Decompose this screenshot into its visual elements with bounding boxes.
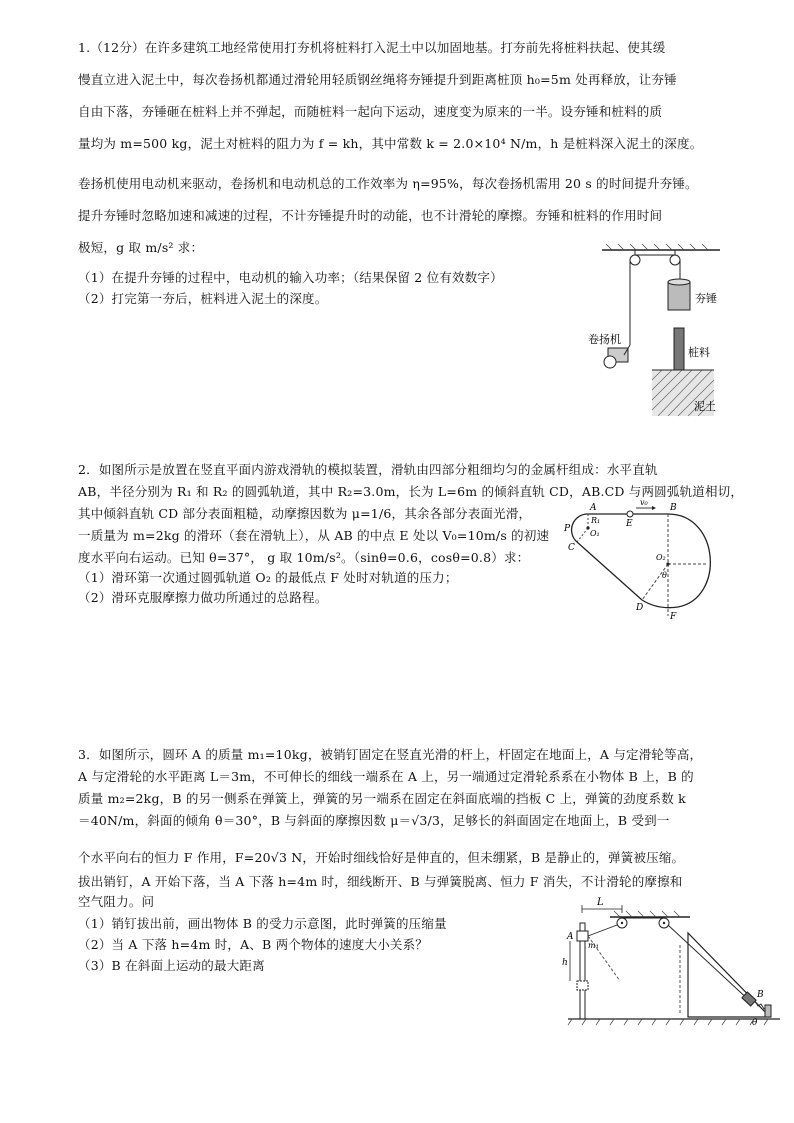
q1-line-5: 卷扬机使用电动机来驱动，卷扬机和电动机总的工作效率为 η=95%，每次卷扬机需用 20 s 的时间提升夯锤。 (78, 176, 698, 191)
q2-line-2: AB，半径分别为 R₁ 和 R₂ 的圆弧轨道，其中 R₂=3.0m，长为 L=6m 的倾斜直轨 CD，AB.CD 与两圆弧轨道相切， (78, 484, 744, 499)
q1-line-3: 自由下落，夯锤砸在桩料上并不弹起，而随桩料一起向下运动，速度变为原来的一半。设夯锤和桩料的质 (78, 104, 663, 119)
q3-line-2: A 与定滑轮的水平距离 L＝3m，不可伸长的细线一端系在 A 上，另一端通过定滑轮系系在小物体 B 上，B 的 (78, 769, 694, 784)
q1-line-7: 极短，g 取 m/s² 求： (78, 240, 204, 255)
hammer-label: 夯锤 (695, 292, 717, 305)
label-theta3: θ (752, 1018, 758, 1028)
q2-line-4: 一质量为 m=2kg 的滑环（套在滑轨上），从 AB 的中点 E 处以 V₀=10m/s 的初速 (78, 528, 550, 543)
label-A: A (590, 503, 597, 513)
q3-line-1: 3．如图所示，圆环 A 的质量 m₁=10kg，被销钉固定在竖直光滑的杆上，杆固定在地面上，A 与定滑轮等高， (78, 747, 703, 762)
q2-line-3: 其中倾斜直轨 CD 部分表面粗糙，动摩擦因数为 μ=1/6，其余各部分表面光滑， (78, 506, 532, 521)
label-D: D (636, 603, 644, 613)
pile (674, 328, 684, 374)
q2-line-5: 度水平向右运动。已知 θ=37°， g 取 10m/s²。（sinθ=0.6，cosθ=0.8）求： (78, 550, 530, 565)
q1-line-4: 量均为 m=500 kg，泥土对桩料的阻力为 f = kh，其中常数 k = 2.0×10⁴ N/m，h 是桩料深入泥土的深度。 (78, 136, 703, 151)
soil-label: 泥土 (694, 400, 716, 413)
q3-line-9: （2）当 A 下落 h=4m 时，A、B 两个物体的速度大小关系？ (78, 937, 428, 952)
winch-label: 卷扬机 (588, 333, 621, 346)
pile-label: 桩料 (688, 346, 710, 359)
hammer (668, 282, 690, 310)
label-C: C (568, 543, 575, 553)
q2-line-7: （2）滑环克服摩擦力做功所通过的总路程。 (78, 590, 328, 605)
pile-driver-figure (580, 240, 730, 425)
label-L: L (597, 897, 604, 908)
label-A3: A (567, 932, 574, 942)
label-E: E (626, 519, 633, 529)
q1-line-1: 1.（12分）在许多建筑工地经常使用打夯机将桩料打入泥土中以加固地基。打夯前先将桩料扶起、使其缓 (78, 40, 666, 55)
label-F: F (670, 612, 677, 622)
q3-line-5: 个水平向右的恒力 F 作用，F=20√3 N，开始时细线恰好是伸直的，但未绷紧，B 是静止的，弹簧被压缩。 (78, 850, 685, 865)
label-P: P (564, 524, 571, 534)
pulley-left-icon (630, 255, 640, 265)
label-O1: O₁ (590, 529, 600, 538)
label-R1: R₁ (591, 516, 601, 525)
pulley-right-icon (670, 255, 680, 265)
label-B3: B (757, 990, 764, 1000)
label-v0: v₀ (640, 498, 648, 507)
label-m1: m₁ (588, 941, 599, 950)
label-h: h (562, 958, 568, 968)
q2-line-6: （1）滑环第一次通过圆弧轨道 O₂ 的最低点 F 处时对轨道的压力； (78, 570, 458, 585)
q1-line-8: （1）在提升夯锤的过程中，电动机的输入功率；（结果保留 2 位有效数字） (78, 270, 503, 285)
label-B: B (670, 503, 677, 513)
label-O2: O₂ (656, 553, 666, 562)
q1-line-6: 提升夯锤时忽略加速和减速的过程，不计夯锤提升时的动能，也不计滑轮的摩擦。夯锤和桩料的作用时间 (78, 208, 663, 223)
q3-line-10: （3）B 在斜面上运动的最大距离 (78, 958, 265, 973)
stopper-plate (765, 1005, 771, 1017)
q1-line-2: 慢直立进入泥土中，每次卷扬机都通过滑轮用轻质钢丝绳将夯锤提升到距离桩顶 h₀=5m 处再释放，让夯锤 (78, 72, 677, 87)
q2-line-1: 2．如图所示是放置在竖直平面内游戏滑轨的模拟装置，滑轨由四部分粗细均匀的金属杆组成：水平直轨 (78, 462, 658, 477)
label-theta: θ (662, 571, 667, 580)
q3-line-6: 拔出销钉，A 开始下落，当 A 下落 h=4m 时，细线断开、B 与弹簧脱离、恒力 F 消失，不计滑轮的摩擦和 (78, 874, 683, 889)
q3-line-4: ＝40N/m，斜面的倾角 θ＝30°，B 与斜面的摩擦因数 μ＝√3/3，足够长的斜面固定在地面上，B 受到一 (78, 813, 670, 828)
q3-line-3: 质量 m₂=2kg，B 的另一侧系在弹簧上，弹簧的另一端系在固定在斜面底端的挡板 C 上，弹簧的劲度系数 k (78, 791, 686, 806)
slide-track-figure (560, 498, 730, 623)
q1-line-9: （2）打完第一夯后，桩料进入泥土的深度。 (78, 291, 328, 306)
ring-block-figure (560, 893, 785, 1028)
q3-line-8: （1）销钉拔出前，画出物体 B 的受力示意图，此时弹簧的压缩量 (78, 916, 447, 931)
q3-line-7: 空气阻力。问 (78, 894, 155, 909)
ring-A (577, 931, 588, 941)
